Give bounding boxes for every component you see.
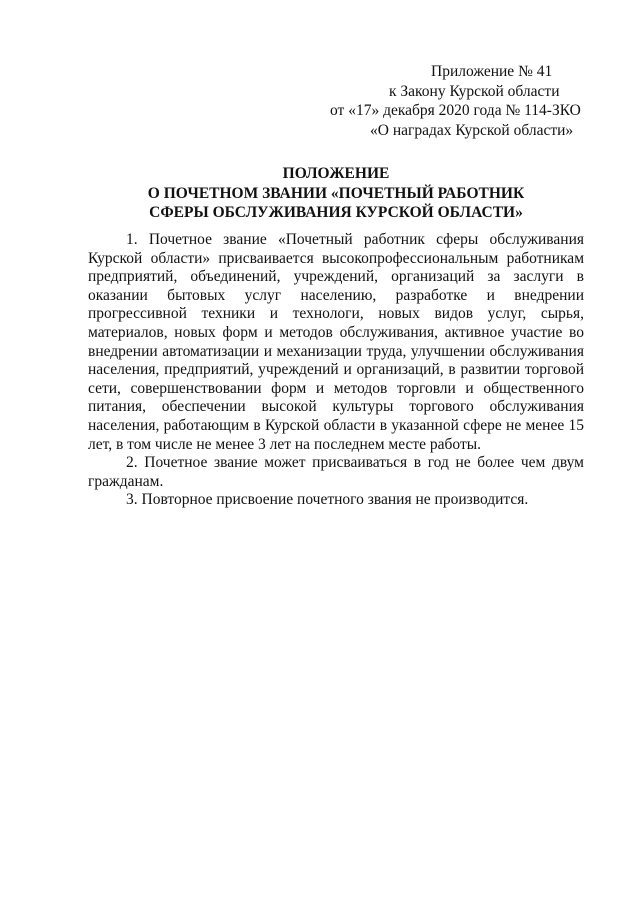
paragraph-3: 3. Повторное присвоение почетного звания не производится. [126, 491, 529, 509]
document-title [88, 164, 584, 223]
appendix-law-date: от «17» декабря 2020 года № 114-ЗКО [330, 102, 581, 119]
paragraph-2: 2. Почетное звание может присваиваться в год не более чем двум гражданам. [88, 454, 584, 490]
appendix-law-reference: к Закону Курской области [389, 82, 560, 100]
appendix-number: Приложение № 41 [431, 63, 553, 80]
appendix-header [300, 62, 585, 140]
paragraph-1: 1. Почетное звание «Почетный работник сферы обслуживания Курской области» присваивается высокопрофессиональным работникам предприятий, объединений, учреждений, организаций за заслуги в оказании бытовых услуг населению, разработке и внедрении прогрессивной техники и технологи, новых видов услуг, сырья, материалов, новых форм и методов обслуживания, активное участие во внедрении автоматизации и механизации труда, улучшении обслуживания населения, предприятий, учреждений и организаций, в развитии торговой сети, совершенствовании форм и методов торговли и общественного питания, обеспечении высокой культуры торгового обслуживания населения, работающим в Курской области в указанной сфере не менее 15 лет, в том числе не менее 3 лет на последнем месте работы. [88, 231, 584, 453]
title-line-1: ПОЛОЖЕНИЕ [282, 165, 390, 182]
title-line-2: О ПОЧЕТНОМ ЗВАНИИ «ПОЧЕТНЫЙ РАБОТНИК [147, 184, 525, 202]
appendix-law-title: «О наградах Курской области» [370, 121, 574, 139]
document-body [88, 231, 584, 510]
title-line-3: СФЕРЫ ОБСЛУЖИВАНИЯ КУРСКОЙ ОБЛАСТИ» [149, 204, 523, 221]
